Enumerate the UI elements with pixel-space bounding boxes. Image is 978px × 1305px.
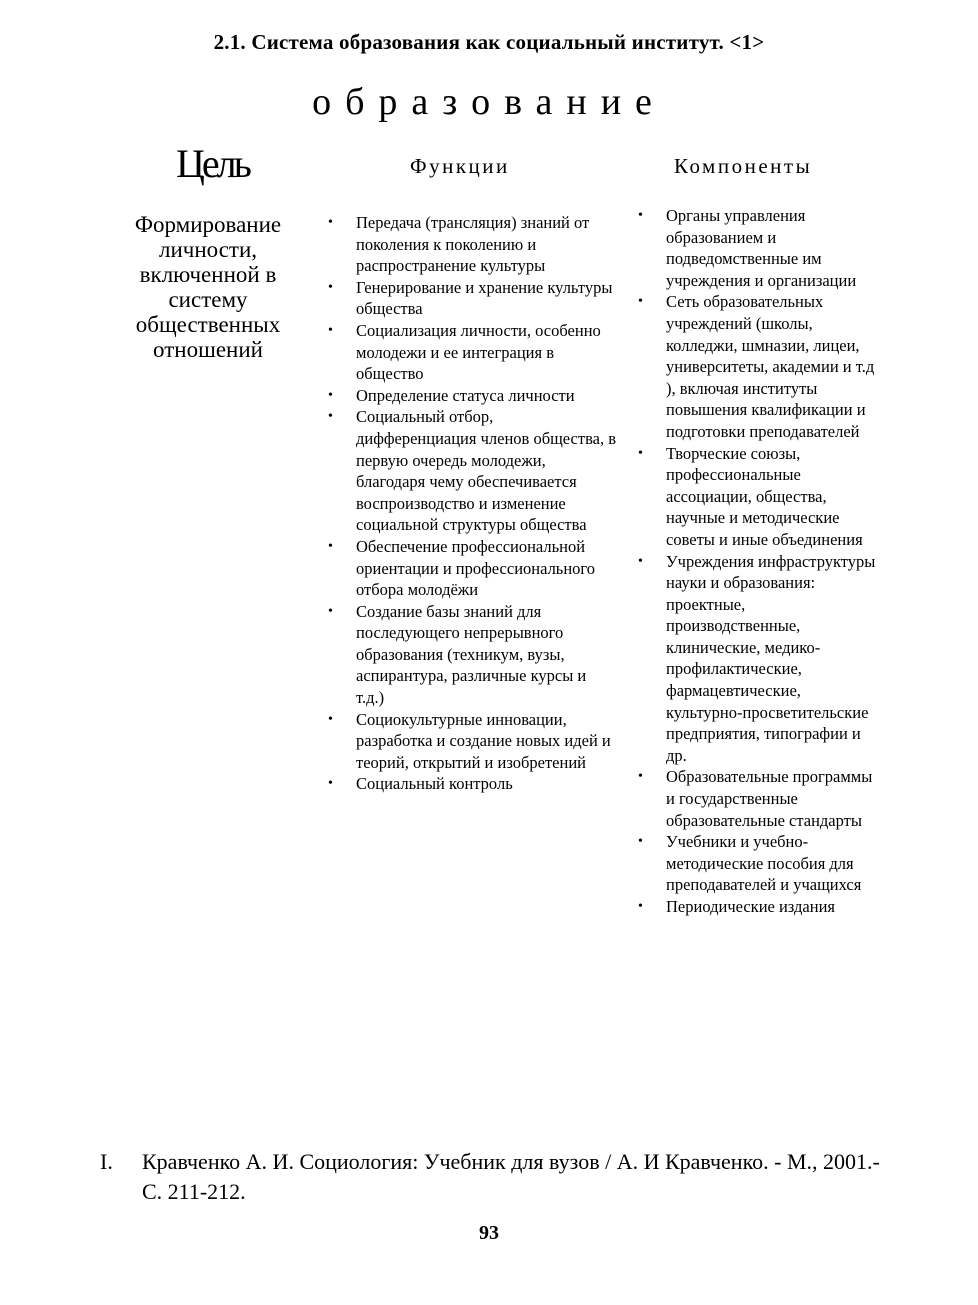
function-item: • Передача (трансляция) знаний от поколения к поколению и распространение культуры: [326, 212, 616, 277]
function-item: • Обеспечение профессиональной ориентации и профессионального отбора молодёжи: [326, 536, 616, 601]
goal-text: Формирование личности, включенной в систему общественных отношений: [134, 212, 282, 362]
function-item: • Социальный отбор, дифференциация членов общества, в первую очередь молодежи, благодаря чему обеспечивается воспроизводство и изменение социальной структуры общества: [326, 406, 616, 536]
function-item: • Социокультурные инновации, разработка и создание новых идей и теорий, открытий и изобретений: [326, 709, 616, 774]
functions-list: [326, 212, 616, 795]
component-item: • Творческие союзы, профессиональные ассоциации, общества, научные и методические советы и иные объединения: [636, 443, 876, 551]
component-item: • Органы управления образованием и подведомственные им учреждения и организации: [636, 205, 876, 291]
function-item: • Социализация личности, особенно молодежи и ее интеграция в общество: [326, 320, 616, 385]
function-item: • Определение статуса личности: [326, 385, 616, 407]
component-item: • Образовательные программы и государственные образовательные стандарты: [636, 766, 876, 831]
footnote-text: Кравченко А. И. Социология: Учебник для вузов / А. И Кравченко. - М., 2001.- С. 211-212.: [142, 1149, 880, 1204]
page-title: 2.1. Система образования как социальный институт. <1>: [213, 30, 765, 54]
component-item: • Учебники и учебно-методические пособия для преподавателей и учащихся: [636, 831, 876, 896]
component-item: • Периодические издания: [636, 896, 876, 918]
functions-header: Функции: [410, 154, 510, 178]
page-number: 93: [479, 1222, 499, 1244]
footnote: [100, 1147, 900, 1207]
footnote-marker: I.: [100, 1149, 113, 1174]
function-item: • Создание базы знаний для последующего непрерывного образования (техникум, вузы, аспирантура, различные курсы и т.д.): [326, 601, 616, 709]
component-item: • Сеть образовательных учреждений (школы, колледжи, шмназии, лицеи, университеты, академии и т.д ), включая институты повышения квалификации и подготовки преподавателей: [636, 291, 876, 442]
component-item: • Учреждения инфраструктуры науки и образования: проектные, производственные, клинические, медико-профилактические, фармацевтические, культурно-просветительские предприятия, типографии и др.: [636, 551, 876, 767]
diagram-main-word: образование: [312, 81, 666, 123]
components-header: Компоненты: [674, 154, 813, 178]
function-item: • Социальный контроль: [326, 773, 616, 795]
components-list: [636, 205, 876, 918]
goal-header: Цель: [176, 141, 249, 186]
function-item: • Генерирование и хранение культуры общества: [326, 277, 616, 320]
